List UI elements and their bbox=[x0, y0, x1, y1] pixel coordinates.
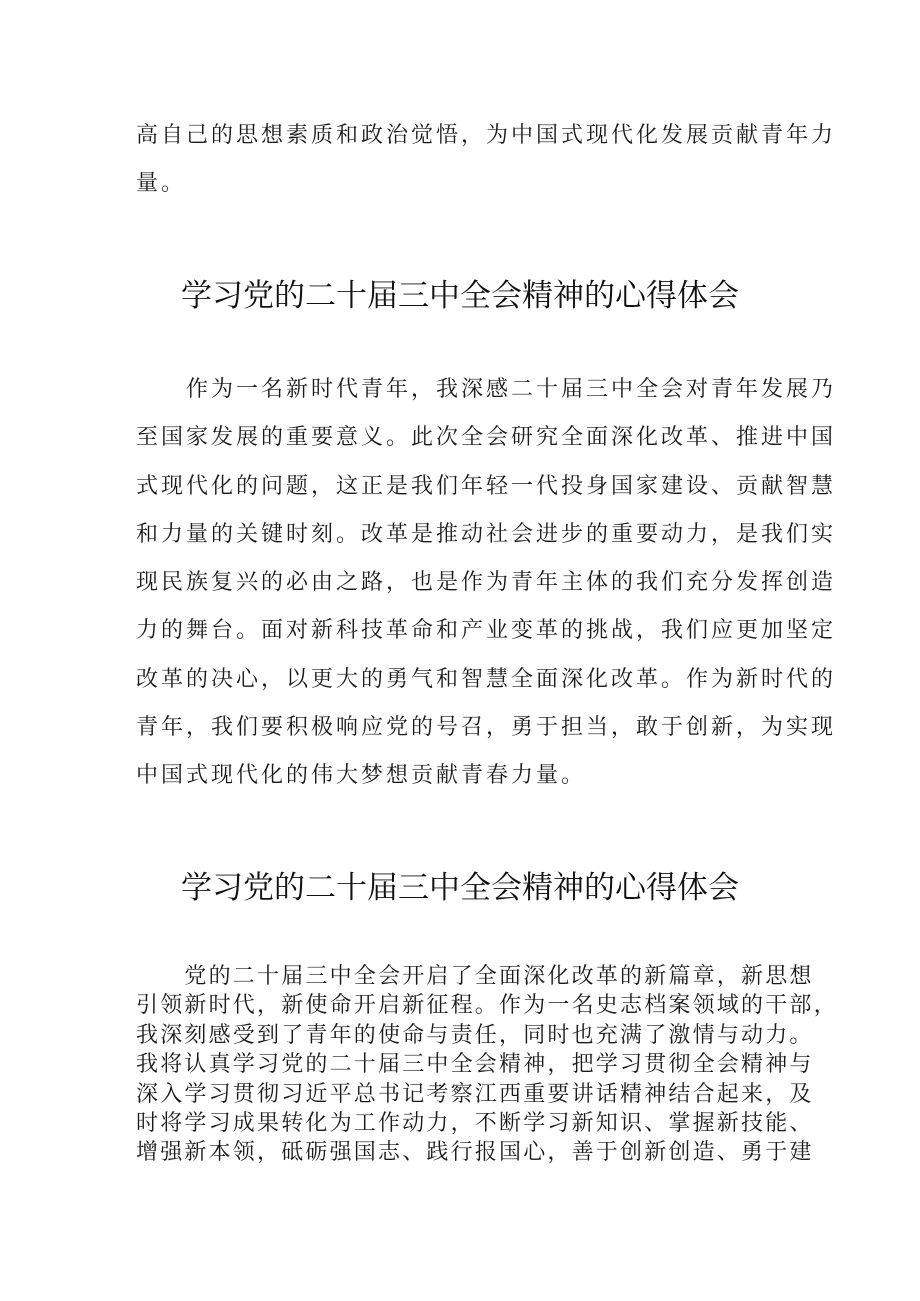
section-one-paragraph bbox=[136, 366, 837, 801]
paragraph-line: 和力量的关键时刻。改革是推动社会进步的重要动力，是我们实 bbox=[136, 521, 837, 547]
lead-paragraph bbox=[136, 112, 837, 208]
section-two-paragraph bbox=[136, 962, 838, 1168]
paragraph-line: 至国家发展的重要意义。此次全会研究全面深化改革、推进中国 bbox=[136, 425, 837, 451]
paragraph-line: 力的舞台。面对新科技革命和产业变革的挑战，我们应更加坚定 bbox=[136, 618, 837, 644]
paragraph-line: 深入学习贯彻习近平总书记考察江西重要讲话精神结合起来，及 bbox=[136, 1081, 814, 1107]
paragraph-line: 改革的决心，以更大的勇气和智慧全面深化改革。作为新时代的 bbox=[136, 666, 837, 692]
paragraph-line: 引领新时代，新使命开启新征程。作为一名史志档案领域的干部， bbox=[136, 993, 838, 1019]
paragraph-line: 增强新本领，砥砺强国志、践行报国心，善于创新创造、勇于建 bbox=[136, 1140, 814, 1166]
paragraph-line: 时将学习成果转化为工作动力，不断学习新知识、掌握新技能、 bbox=[136, 1110, 814, 1136]
paragraph-line: 青年，我们要积极响应党的号召，勇于担当，敢于创新，为实现 bbox=[136, 715, 837, 741]
paragraph-line: 量。 bbox=[136, 171, 187, 196]
section-two-heading: 学习党的二十届三中全会精神的心得体会 bbox=[181, 870, 739, 906]
paragraph-line: 中国式现代化的伟大梦想贡献青春力量。 bbox=[136, 763, 587, 789]
paragraph-line: 作为一名新时代青年，我深感二十届三中全会对青年发展乃 bbox=[136, 377, 837, 402]
paragraph-line: 党的二十届三中全会开启了全面深化改革的新篇章，新思想 bbox=[136, 964, 814, 989]
paragraph-line: 式现代化的问题，这正是我们年轻一代投身国家建设、贡献智慧 bbox=[136, 473, 837, 499]
paragraph-line: 我深刻感受到了青年的使命与责任，同时也充满了激情与动力。 bbox=[136, 1022, 814, 1048]
paragraph-line: 现民族复兴的必由之路，也是作为青年主体的我们充分发挥创造 bbox=[136, 570, 837, 596]
section-one-heading: 学习党的二十届三中全会精神的心得体会 bbox=[181, 278, 739, 314]
paragraph-line: 高自己的思想素质和政治觉悟，为中国式现代化发展贡献青年力 bbox=[136, 123, 837, 148]
paragraph-line: 我将认真学习党的二十届三中全会精神，把学习贯彻全会精神与 bbox=[136, 1052, 814, 1078]
